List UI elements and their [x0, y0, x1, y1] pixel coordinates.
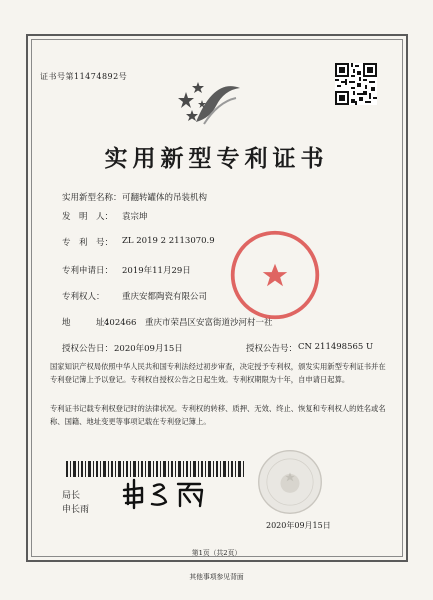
grant-date-label: 授权公告日：: [62, 344, 114, 354]
announcement-number-value: CN 211498565 U: [298, 342, 374, 352]
utility-model-name-value: 可翻转罐体的吊装机构: [122, 193, 208, 203]
director-title: 局长: [62, 491, 81, 501]
qr-code-icon: [335, 63, 377, 105]
certificate-title: 实用新型专利证书: [104, 145, 329, 172]
certificate-number: 证书号第11474892号: [40, 72, 128, 81]
patent-office-emblem-icon: [178, 72, 248, 130]
company-seal-icon: [228, 228, 322, 322]
patent-number-value: ZL 2019 2 2113070.9: [122, 236, 215, 246]
announcement-number-label: 授权公告号：: [246, 344, 298, 354]
legal-status-paragraph: 专利证书记载专利权登记时的法律状况。专利权的转移、质押、无效、终止、恢复和专利权人的姓名或名称、国籍、地址变更等事项记载在专利登记簿上。: [50, 404, 386, 426]
filing-date-value: 2019年11月29日: [122, 266, 191, 276]
utility-model-name-label: 实用新型名称：: [62, 193, 122, 203]
grant-statement-paragraph: 国家知识产权局依照中华人民共和国专利法经过初步审查，决定授予专利权，颁发实用新型专利证书并在专利登记簿上予以登记。专利权自授权公告之日起生效。专利权期限为十年，自申请日起算。: [50, 362, 386, 384]
page-number: 第1页（共2页）: [191, 549, 242, 557]
national-ip-office-seal-icon: [256, 448, 324, 516]
inventor-value: 袁宗坤: [122, 212, 148, 222]
director-signature-icon: [120, 476, 220, 512]
address-label: 地 址：: [62, 318, 114, 328]
barcode-icon: [66, 461, 244, 477]
filing-date-label: 专利申请日：: [62, 266, 114, 276]
director-name: 申长雨: [62, 505, 90, 515]
grant-date-value: 2020年09月15日: [114, 344, 183, 354]
issue-date: 2020年09月15日: [266, 521, 331, 530]
patent-number-label: 专 利 号：: [62, 238, 114, 248]
patentee-label: 专利权人：: [62, 292, 105, 302]
footer-note: 其他事项参见背面: [189, 573, 244, 581]
patentee-value: 重庆安都陶瓷有限公司: [122, 292, 208, 302]
address-value: 402466 重庆市荣昌区安富街道沙河村一社: [104, 318, 273, 328]
inventor-label: 发 明 人：: [62, 212, 114, 222]
